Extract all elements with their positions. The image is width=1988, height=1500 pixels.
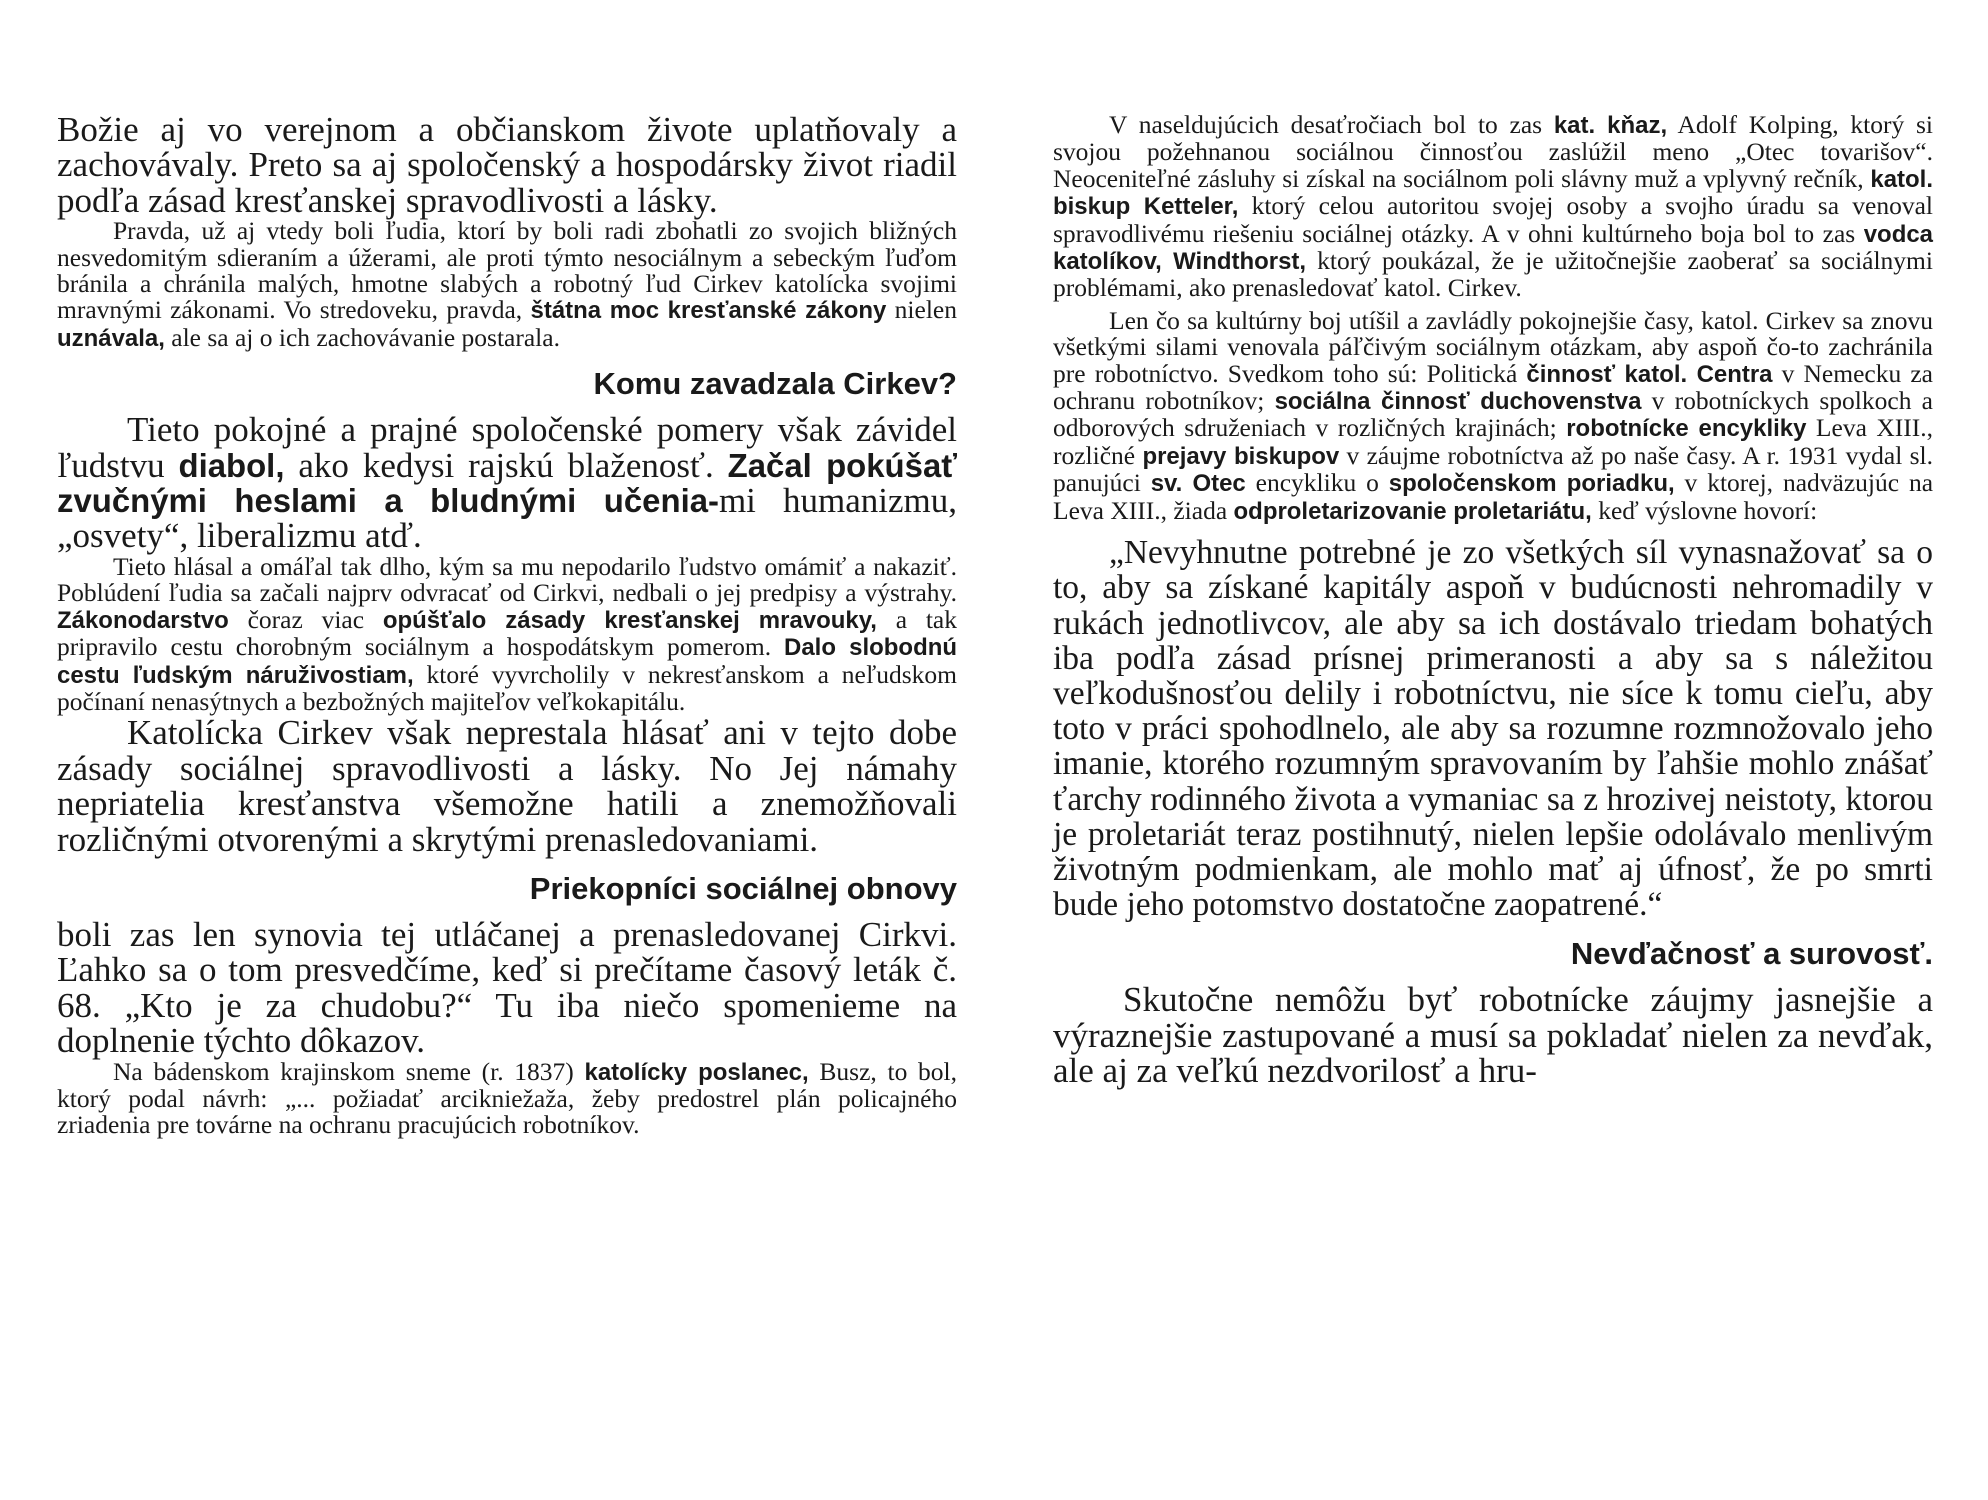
text-run: ako kedysi rajskú blaženosť.	[284, 445, 728, 485]
text-run: Pravda, už aj vtedy boli ľudia, ktorí by boli radi zbohatli zo svojich bližných nesvedomitým sdieraním a úžerami, ale proti týmto nesociálnym a sebeckým ľuďom bránila a chránila malých, hmotne slabých a robotný ľud Cirkev katolícka svojimi mravnými zákonami. Vo stredoveku, pravda,	[57, 216, 957, 325]
section-heading: Priekopníci sociálnej obnovy	[529, 870, 957, 906]
text-run: v Nemecku za ochranu robotníkov;	[1053, 358, 1933, 416]
text-run: keď výslovne hovorí:	[1591, 495, 1818, 525]
paragraph	[57, 218, 957, 352]
quotation-paragraph	[1053, 535, 1933, 922]
bold-text: kat. kňaz,	[1553, 112, 1668, 139]
bold-text: Dalo slobodnú cestu ľudským náruživostiam,	[57, 634, 957, 689]
section-heading: Komu zavadzala Cirkev?	[593, 366, 957, 402]
text-run: v ktorej, nadväzujúc na Leva XIII., žiada	[1053, 468, 1934, 525]
text-run: Skutočne nemôžu byť robotnícke záujmy jasnejšie a výraznejšie zastupované a musí sa pokladať nielen za nevďak, ale aj za veľkú nezdvorilosť a hru-	[1053, 980, 1933, 1091]
left-column	[57, 112, 957, 1139]
text-run: nielen	[886, 295, 957, 325]
text-run: Adolf Kolping, ktorý si svojou požehnanou sociálnou činnosťou zaslúžil meno „Otec tovarišov“. Neoceniteľné zásluhy si získal na sociálnom poli slávny muž a vplyvný rečník,	[1053, 110, 1933, 193]
text-run: V naseldujúcich desaťročiach bol to zas	[1109, 110, 1554, 139]
text-run: „Nevyhnutne potrebné je zo všetkých síl vynasnažovať sa o to, aby sa získané kapitály aspoň v budúcnosti nehromadily v rukách jednotlivcov, ale aby sa ich dostávalo triedam bohatých iba podľa zásad prísnej primeranosti a aby sa s náležitou veľkodušnosťou delily i robotníctvu, nie síce k tomu cieľu, aby toto v práci spohodlnelo, ale aby sa rozumne rozmnožovalo jeho imanie, ktorého rozumným spravovaním by ľahšie mohlo znášať ťarchy rodinného života a vymaniac sa z hrozivej neistoty, ktorou je proletariát teraz postihnutý, nielen lepšie odolávalo menlivým životným podmienkam, ale mohlo mať aj úfnosť, že po smrti bude jeho potomstvo dostatočne zaopatrené.“	[1053, 534, 1933, 924]
text-run: encykliku o	[1245, 468, 1389, 498]
text-run: Božie aj vo verejnom a občianskom živote uplatňovaly a zachovávaly. Preto sa aj spoločenský a hospodársky život riadil podľa zásad kresťanskej spravodlivosti a lásky.	[57, 110, 957, 220]
text-run: Tieto hlásal a omáľal tak dlho, kým sa mu nepodarilo ľudstvo omámiť a nakaziť. Poblúdení ľudia sa začali najprv odvracať od Cirkvi, nedbali o jej predpisy a výstrahy.	[57, 551, 957, 608]
text-run: čoraz viac	[228, 604, 383, 634]
bold-text: robotnícke encykliky	[1566, 415, 1807, 443]
text-run: ktorý poukázal, že je užitočnejšie zaoberať sa sociálnymi problémami, ako prenasledovať katol. Cirkev.	[1053, 246, 1933, 303]
bold-text: katol. biskup Ketteler,	[1053, 165, 1933, 221]
bold-text: sv. Otec	[1150, 470, 1246, 498]
bold-text: činnosť katol. Centra	[1526, 360, 1773, 388]
paragraph	[57, 1056, 958, 1140]
bold-text: štátna moc kresťanské zákony	[530, 297, 887, 325]
text-run: boli zas len synovia tej utláčanej a prenasledovanej Cirkvi. Ľahko sa o tom presvedčíme, keď si prečítame časový leták č. 68. „Kto je za chudobu?“ Tu iba niečo spomenieme na doplnenie týchto dôkazov.	[57, 914, 957, 1061]
paragraph	[1053, 980, 1933, 1091]
text-run: Na bádenskom krajinskom sneme (r. 1837)	[113, 1056, 585, 1086]
text-run: Leva XIII., rozličné	[1053, 413, 1933, 470]
bold-text: katolícky poslanec,	[584, 1058, 809, 1086]
text-run: ktoré vyvrcholily v nekresťanskom a neľudskom počínaní nenasýtnych a bezbožných majiteľov veľkokapitálu.	[57, 659, 957, 716]
bold-text: vodca katolíkov, Windthorst,	[1053, 220, 1933, 276]
right-column	[1053, 112, 1933, 1089]
text-run: mi humanizmu, „osvety“, liberalizmu atď.	[57, 481, 957, 556]
paragraph	[57, 112, 957, 218]
text-run: v záujme robotníctva až po naše časy. A r. 1931 vydal sl. panujúci	[1053, 440, 1934, 498]
text-run: ktorý celou autoritou svojej osoby a svojho úradu sa venoval spravodlivému riešeniu sociálnej otázky. A v ohni kultúrneho boja bol to zas	[1053, 191, 1933, 248]
bold-text: prejavy biskupov	[1142, 442, 1340, 470]
bold-text: odproletarizovanie proletariátu,	[1233, 497, 1592, 525]
section-heading: Nevďačnosť a surovosť.	[1570, 936, 1933, 972]
text-run: ale sa aj o ich zachovávanie postarala.	[164, 322, 560, 352]
paragraph	[1053, 112, 1933, 302]
text-run: v robotníckych spolkoch a odborových sdruženiach v rozličných krajinách;	[1053, 386, 1934, 443]
bold-text: uznávala,	[57, 324, 165, 352]
bold-text: diabol,	[178, 446, 285, 484]
bold-text: Začal pokúšať zvučnými heslami a bludnými učenia-	[57, 446, 957, 520]
paragraph	[57, 412, 957, 554]
bold-text: opúšťalo zásady kresťanskej mravouky,	[382, 606, 877, 634]
bold-text: Zákonodarstvo	[57, 606, 229, 634]
bold-text: sociálna činnosť duchovenstva	[1274, 388, 1642, 416]
bold-text: spoločenskom poriadku,	[1388, 470, 1675, 498]
paragraph	[1053, 305, 1934, 525]
text-run: Tieto pokojné a prajné spoločenské pomery však závidel ľudstvu	[57, 410, 957, 485]
paragraph	[57, 715, 957, 857]
text-run: Katolícka Cirkev však neprestala hlásať ani v tejto dobe zásady sociálnej spravodlivosti a lásky. No Jej námahy nepriatelia kresťanstva všemožne hatili a znemožňovali rozličnými otvorenými a skrytými prenasledovaniami.	[57, 713, 957, 859]
paragraph	[57, 551, 957, 716]
text-run: Busz, to bol, ktorý podal návrh: „... požiadať arcikniežaža, žeby predostrel plán policajného zriadenia pre továrne na ochranu pracujúcich robotníkov.	[57, 1056, 958, 1140]
text-run: a tak pripravilo cestu chorobným sociálnym a hospodátskym pomerom.	[57, 604, 957, 662]
paragraph	[57, 914, 957, 1061]
text-run: Len čo sa kultúrny boj utíšil a zavládly pokojnejšie časy, katol. Cirkev sa znovu všetkými silami venovala páľčivým sociálnym otázkam, aby aspoň čo-to zachránila pre robotníctvo. Svedkom toho sú: Politická	[1053, 305, 1933, 388]
